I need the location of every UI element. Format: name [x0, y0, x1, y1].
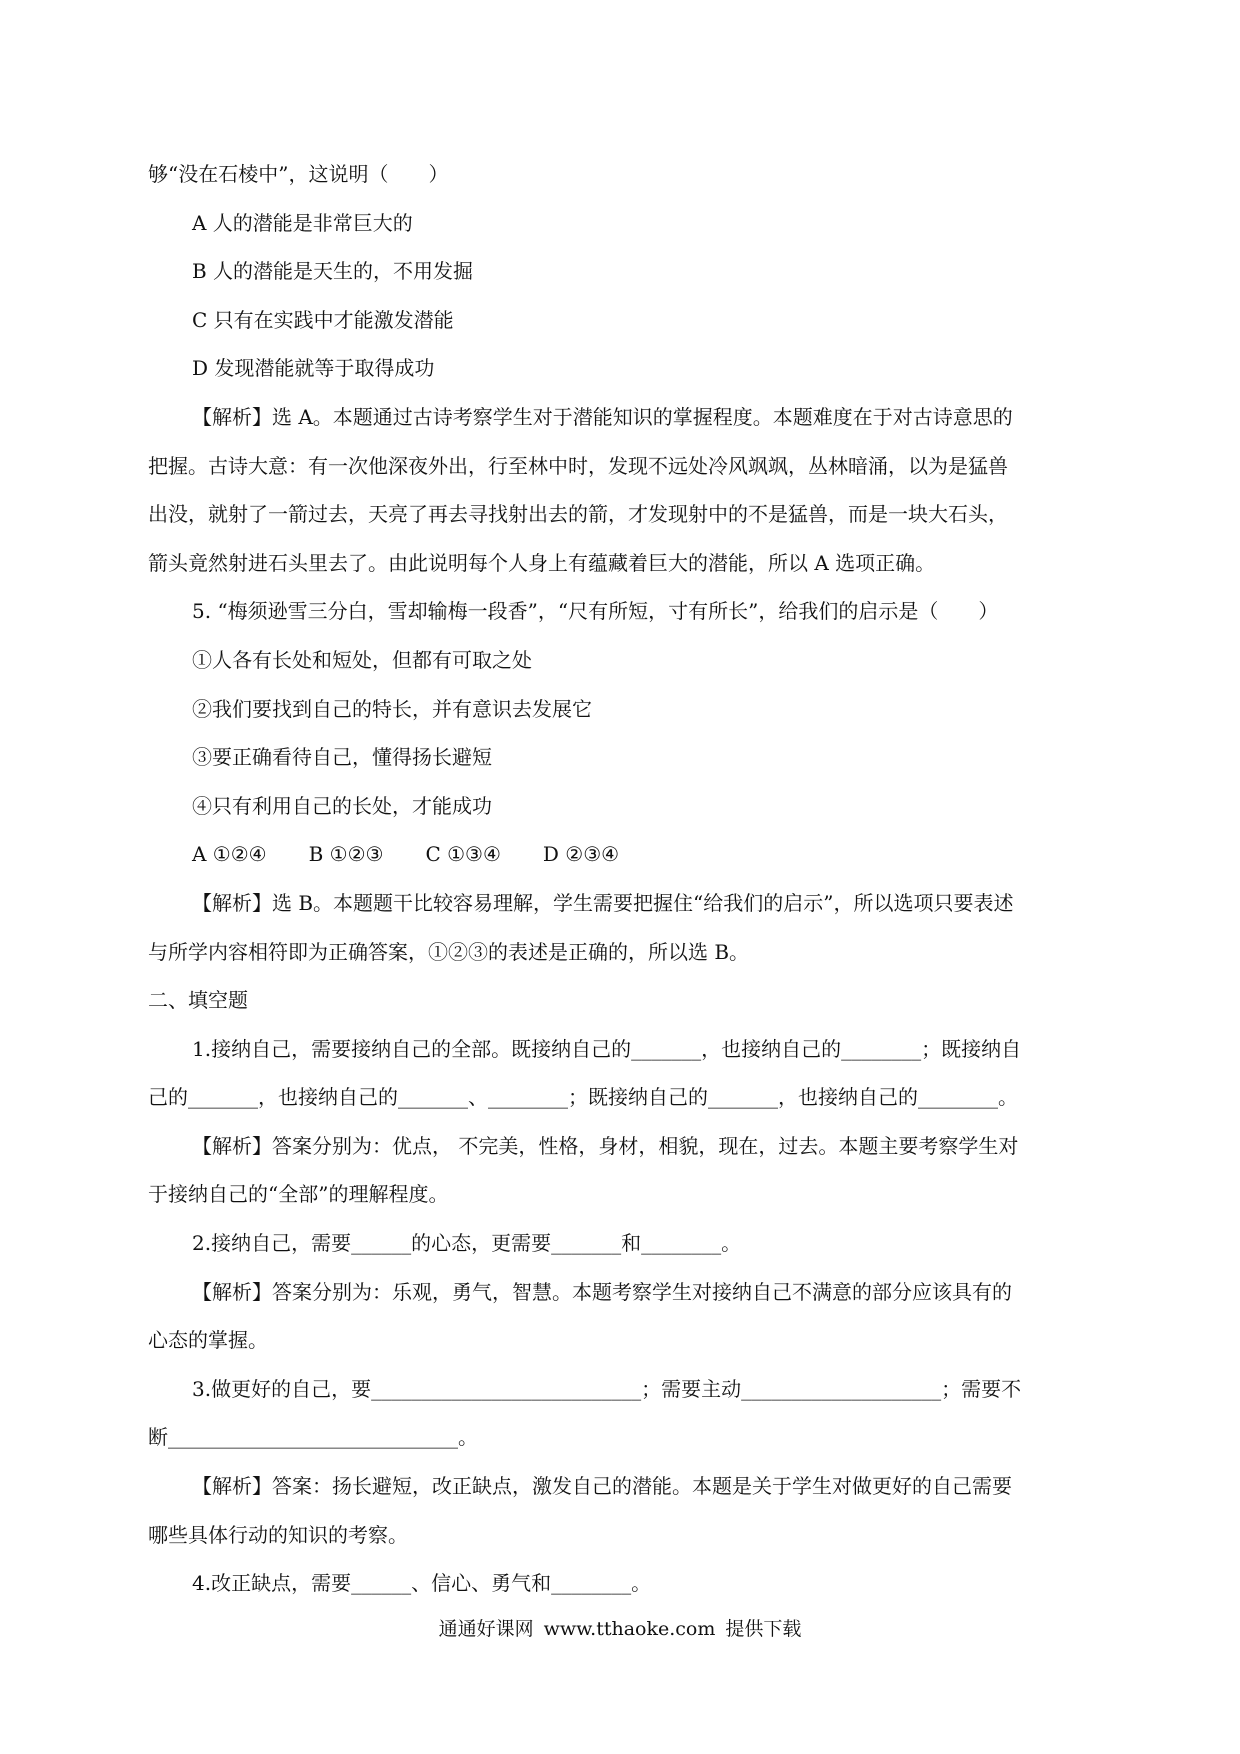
question-5-statement: ③要正确看待自己，懂得扬长避短 — [192, 745, 492, 770]
question-5-choice-c: C ①③④ — [425, 842, 501, 867]
question-5-statement: ①人各有长处和短处，但都有可取之处 — [192, 647, 532, 672]
fill-question-2-analysis-line: 【解析】答案分别为：乐观，勇气，智慧。本题考察学生对接纳自己不满意的部分应该具有的 — [192, 1279, 1012, 1304]
question-5-stem: 5. “梅须逊雪三分白，雪却输梅一段香”，“尺有所短，寸有所长”，给我们的启示是（ ） — [192, 599, 999, 624]
question-5-choice-a: A ①②④ — [192, 842, 267, 867]
question-4-analysis-line: 【解析】选 A。本题通过古诗考察学生对于潜能知识的掌握程度。本题难度在于对古诗意思的 — [192, 404, 1013, 429]
question-4-analysis-line: 把握。古诗大意：有一次他深夜外出，行至林中时，发现不远处冷风飒飒，丛林暗涌，以为是猛兽 — [148, 453, 1008, 478]
footer-suffix: 提供下载 — [725, 1618, 802, 1640]
question-4-option-d: D 发现潜能就等于取得成功 — [192, 356, 435, 381]
fill-question-1-analysis-line: 于接纳自己的“全部”的理解程度。 — [148, 1182, 449, 1207]
question-5-analysis-line: 【解析】选 B。本题题干比较容易理解，学生需要把握住“给我们的启示”，所以选项只要表述 — [192, 890, 1014, 915]
question-4-option-b: B 人的潜能是天生的，不用发掘 — [192, 259, 474, 284]
fill-question-3-analysis-line: 哪些具体行动的知识的考察。 — [148, 1522, 408, 1547]
question-4-analysis-line: 出没，就射了一箭过去，天亮了再去寻找射出去的箭，才发现射中的不是猛兽，而是一块大石头， — [148, 502, 1008, 527]
question-5-statement: ②我们要找到自己的特长，并有意识去发展它 — [192, 696, 592, 721]
question-5-analysis-line: 与所学内容相符即为正确答案，①②③的表述是正确的，所以选 B。 — [148, 939, 750, 964]
fill-question-3-line: 3.做更好的自己，要___________________________；需要主动____________________；需要不 — [192, 1376, 1022, 1401]
fill-question-2-analysis-line: 心态的掌握。 — [148, 1328, 268, 1353]
question-4-option-a: A 人的潜能是非常巨大的 — [192, 210, 413, 235]
question-5-statement: ④只有利用自己的长处，才能成功 — [192, 793, 492, 818]
question-5-choices — [148, 830, 1093, 879]
fill-question-2-line: 2.接纳自己，需要______的心态，更需要_______和________。 — [192, 1231, 742, 1256]
question-4-analysis-line: 箭头竟然射进石头里去了。由此说明每个人身上有蕴藏着巨大的潜能，所以 A 选项正确。 — [148, 550, 936, 575]
fill-question-1-line: 己的_______，也接纳自己的_______、________；既接纳自己的_______，也接纳自己的________。 — [148, 1085, 1018, 1110]
document-body — [148, 150, 1093, 1608]
fill-question-3-line: 断_____________________________。 — [148, 1425, 478, 1450]
question-5-choice-d: D ②③④ — [542, 842, 620, 867]
footer-site-name: 通通好课网 — [438, 1618, 534, 1640]
question-4-stem: 够“没在石棱中”，这说明（ ） — [148, 162, 449, 186]
fill-question-3-analysis-line: 【解析】答案：扬长避短，改正缺点，激发自己的潜能。本题是关于学生对做更好的自己需要 — [192, 1474, 1012, 1499]
fill-question-1-line: 1.接纳自己，需要接纳自己的全部。既接纳自己的_______，也接纳自己的________；既接纳自 — [192, 1036, 1022, 1061]
page-footer — [0, 1614, 1240, 1641]
section-heading-fill-in: 二、填空题 — [148, 988, 248, 1013]
question-5-choice-b: B ①②③ — [308, 842, 384, 867]
question-4-option-c: C 只有在实践中才能激发潜能 — [192, 307, 454, 332]
footer-url-link[interactable]: www.tthaoke.com — [543, 1618, 716, 1640]
fill-question-1-analysis-line: 【解析】答案分别为：优点， 不完美，性格，身材，相貌，现在，过去。本题主要考察学生对 — [192, 1133, 1019, 1158]
fill-question-4-line: 4.改正缺点，需要______、信心、勇气和________。 — [192, 1571, 652, 1596]
